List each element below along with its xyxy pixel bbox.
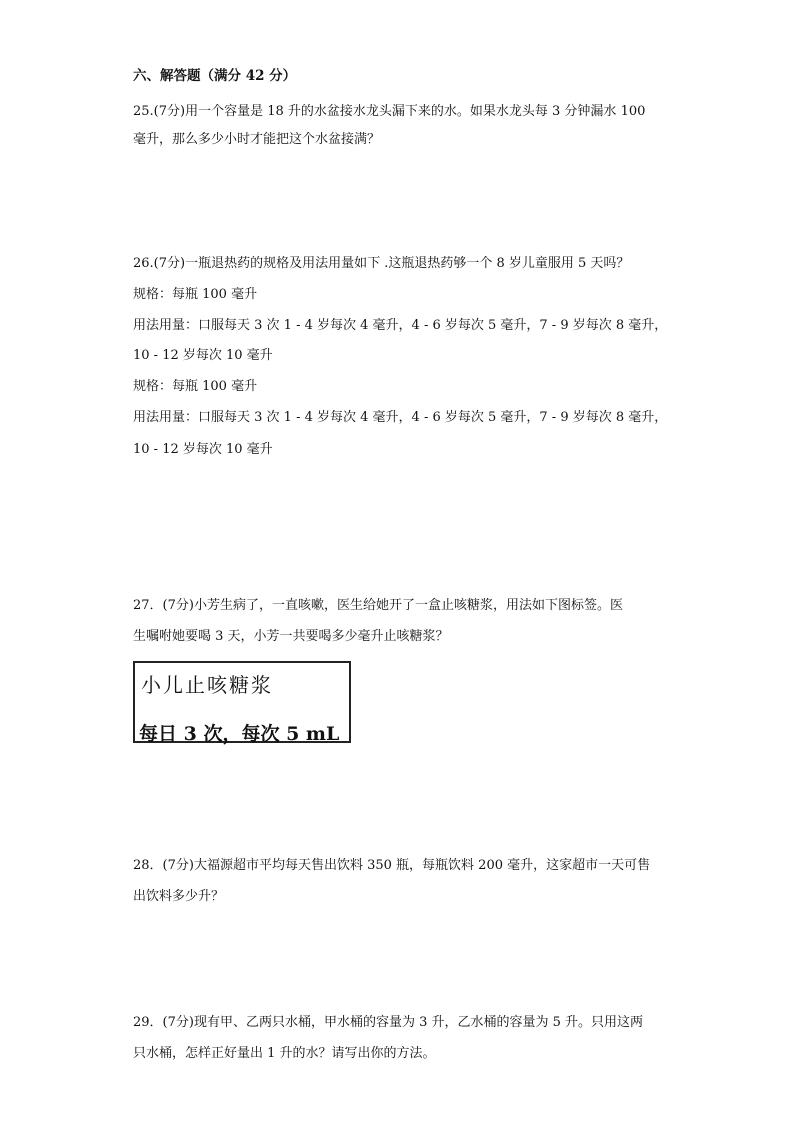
question-26-usage-2a: 用法用量：口服每天 3 次 1 - 4 岁每次 4 毫升，4 - 6 岁每次 5 毫升，7 - 9 岁每次 8 毫升， (133, 410, 668, 425)
question-26-spec-1: 规格：每瓶 100 毫升 (133, 287, 258, 302)
question-28-line-2: 出饮料多少升？ (133, 889, 225, 904)
question-26-usage-1b: 10 - 12 岁每次 10 毫升 (133, 348, 273, 363)
question-25-line-1: 25.(7分)用一个容量是 18 升的水盆接水龙头漏下来的水。如果水龙头每 3 分钟漏水 100 (133, 104, 646, 119)
question-25-line-2: 毫升，那么多少小时才能把这个水盆接满？ (133, 132, 381, 147)
section-title: 六、解答题（满分 42 分） (133, 68, 297, 84)
question-28-line-1: 28．(7分)大福源超市平均每天售出饮料 350 瓶，每瓶饮料 200 毫升，这家超市一天可售 (133, 858, 651, 873)
question-26-usage-1a: 用法用量：口服每天 3 次 1 - 4 岁每次 4 毫升，4 - 6 岁每次 5 毫升，7 - 9 岁每次 8 毫升， (133, 318, 668, 333)
syrup-label-image (133, 661, 351, 743)
question-26-spec-2: 规格：每瓶 100 毫升 (133, 379, 258, 394)
question-29-line-2: 只水桶，怎样正好量出 1 升的水？请写出你的方法。 (133, 1046, 436, 1061)
question-26-line-1: 26.(7分)一瓶退热药的规格及用法用量如下 .这瓶退热药够一个 8 岁儿童服用 5 天吗？ (133, 256, 630, 271)
syrup-label-title: 小儿止咳糖浆 (141, 673, 273, 697)
question-26-usage-2b: 10 - 12 岁每次 10 毫升 (133, 442, 273, 457)
question-29-line-1: 29．(7分)现有甲、乙两只水桶，甲水桶的容量为 3 升，乙水桶的容量为 5 升。只用这两 (133, 1015, 644, 1030)
question-27-line-1: 27．(7分)小芳生病了，一直咳嗽，医生给她开了一盒止咳糖浆，用法如下图标签。医 (133, 598, 623, 613)
syrup-label-dosage: 每日 3 次，每次 5 mL (139, 723, 340, 745)
question-27-line-2: 生嘱咐她要喝 3 天，小芳一共要喝多少毫升止咳糖浆？ (133, 629, 449, 644)
